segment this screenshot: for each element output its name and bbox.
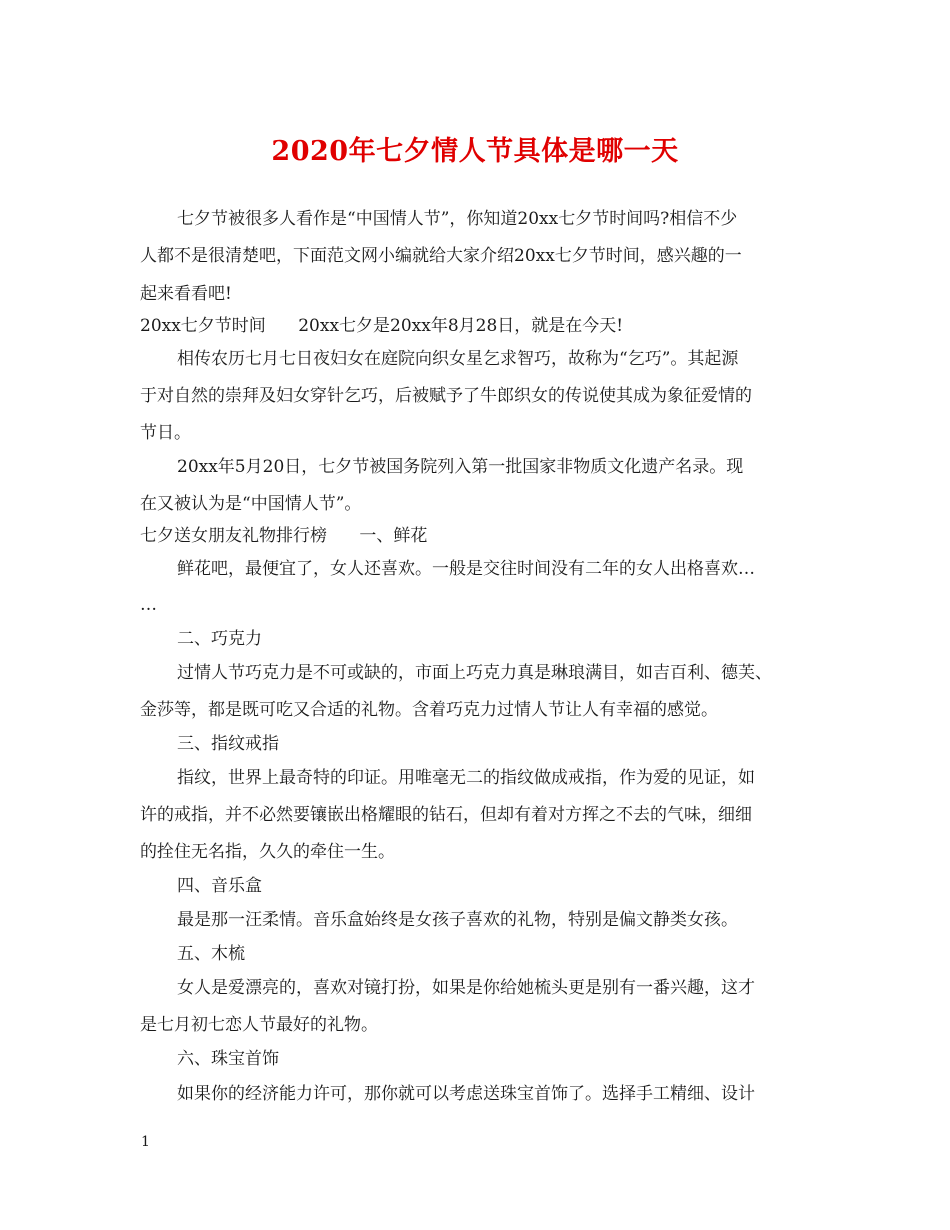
- text-line: 是七月初七恋人节最好的礼物。: [140, 1015, 378, 1035]
- text-line: 于对自然的崇拜及妇女穿针乞巧，后被赋予了牛郎织女的传说使其成为象征爱情的: [140, 386, 752, 406]
- text-line: 六、珠宝首饰: [177, 1049, 279, 1069]
- page-number: 1: [141, 1134, 150, 1150]
- text-line: 人都不是很清楚吧，下面范文网小编就给大家介绍20xx七夕节时间，感兴趣的一: [140, 246, 742, 266]
- text-line: 的拴住无名指，久久的牵住一生。: [140, 842, 395, 862]
- text-line: 过情人节巧克力是不可或缺的，市面上巧克力真是琳琅满目，如吉百利、德芙、: [177, 663, 772, 683]
- text-line: 鲜花吧，最便宜了，女人还喜欢。一般是交往时间没有二年的女人出格喜欢…: [177, 559, 755, 579]
- text-line: 相传农历七月七日夜妇女在庭院向织女星乞求智巧，故称为“乞巧”。其起源: [177, 349, 739, 369]
- text-line: 金莎等，都是既可吃又合适的礼物。含着巧克力过情人节让人有幸福的感觉。: [140, 700, 718, 720]
- text-line: 起来看看吧!: [140, 284, 232, 304]
- text-line: 七夕节被很多人看作是“中国情人节”，你知道20xx七夕节时间吗?相信不少: [177, 209, 738, 229]
- text-line: …: [140, 595, 157, 615]
- text-line: 20xx七夕节时间 20xx七夕是20xx年8月28日，就是在今天!: [140, 316, 624, 336]
- text-line: 如果你的经济能力许可，那你就可以考虑送珠宝首饰了。选择手工精细、设计: [177, 1084, 755, 1104]
- text-line: 女人是爱漂亮的，喜欢对镜打扮，如果是你给她梳头更是别有一番兴趣，这才: [177, 978, 755, 998]
- text-line: 20xx年5月20日，七夕节被国务院列入第一批国家非物质文化遗产名录。现: [177, 457, 744, 477]
- text-line: 五、木梳: [177, 944, 245, 964]
- text-line: 七夕送女朋友礼物排行榜 一、鲜花: [140, 526, 428, 546]
- text-line: 最是那一汪柔情。音乐盒始终是女孩子喜欢的礼物，特别是偏文静类女孩。: [177, 910, 738, 930]
- text-line: 在又被认为是“中国情人节”。: [140, 494, 362, 514]
- text-line: 三、指纹戒指: [177, 734, 279, 754]
- text-line: 二、巧克力: [177, 629, 262, 649]
- text-line: 许的戒指，并不必然要镶嵌出格耀眼的钻石，但却有着对方挥之不去的气味，细细: [140, 805, 752, 825]
- text-line: 指纹，世界上最奇特的印证。用唯毫无二的指纹做成戒指，作为爱的见证，如: [177, 768, 755, 788]
- page-title: 2020年七夕情人节具体是哪一天: [271, 136, 679, 167]
- text-line: 节日。: [140, 423, 191, 443]
- text-line: 四、音乐盒: [177, 876, 262, 896]
